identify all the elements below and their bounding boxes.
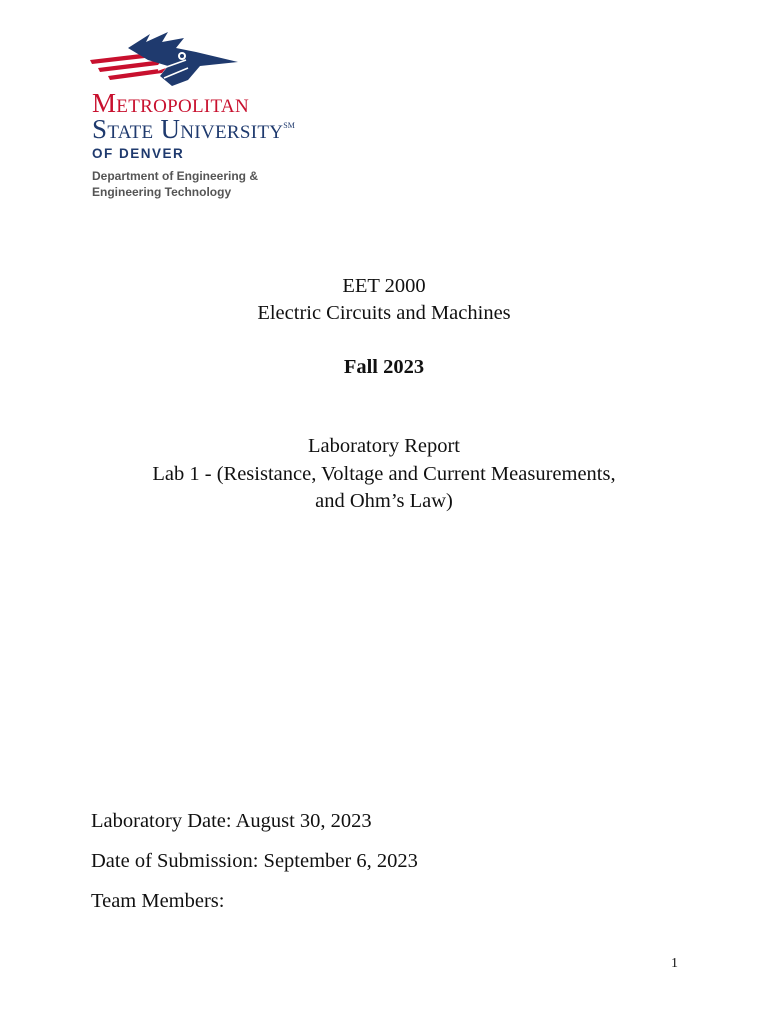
logo-name-line2-text: State University (92, 114, 284, 144)
submission-date: Date of Submission: September 6, 2023 (91, 850, 418, 872)
university-logo (88, 30, 348, 210)
department-name (92, 168, 312, 200)
term: Fall 2023 (343, 356, 425, 378)
course-code: EET 2000 (342, 275, 426, 297)
lab-title-line1: Lab 1 - (Resistance, Voltage and Current Measurements, (152, 463, 616, 485)
department-line2: Engineering Technology (92, 185, 232, 199)
report-type: Laboratory Report (308, 435, 460, 457)
logo-of-denver: OF DENVER (92, 146, 185, 161)
page-number: 1 (671, 956, 678, 971)
roadrunner-icon (88, 30, 248, 92)
logo-name-line1: Metropolitan (92, 88, 249, 118)
servicemark: SM (283, 121, 295, 130)
team-members-label: Team Members: (91, 890, 225, 912)
logo-name-line2 (92, 114, 295, 145)
lab-date: Laboratory Date: August 30, 2023 (91, 810, 372, 832)
course-title: Electric Circuits and Machines (257, 302, 511, 324)
lab-title-line2: and Ohm’s Law) (315, 490, 453, 512)
department-line1: Department of Engineering & (92, 169, 259, 183)
